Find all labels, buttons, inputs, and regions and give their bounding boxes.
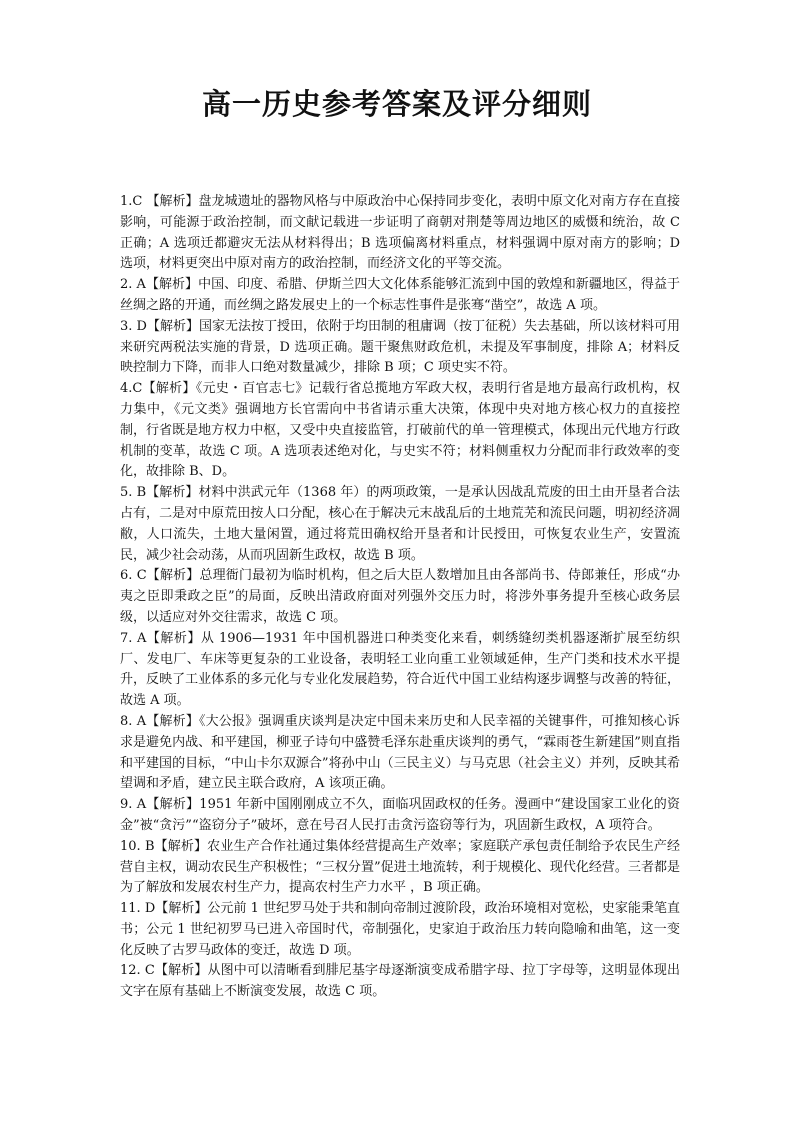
answer-item-12: 12. C【解析】从图中可以清晰看到腓尼基字母逐渐演变成希腊字母、拉丁字母等，这明显体现出文字在原有基础上不断演变发展，故选 C 项。 (120, 963, 680, 1000)
answer-item-9: 9. A【解析】1951 年新中国刚刚成立不久，面临巩固政权的任务。漫画中“建设国家工业化的资金”被“贪污”“盗窃分子”破坏，意在号召人民打击贪污盗窃等行为，巩固新生政权，A 项符合。 (120, 797, 680, 833)
answer-item-10: 10. B【解析】农业生产合作社通过集体经营提高生产效率；家庭联产承包责任制给予农民生产经营自主权，调动农民生产积极性；“三权分置”促进土地流转，利于规模化、现代化经营。三者都是为了解放和发展农村生产力，提高农村生产力水平 ，B 项正确。 (120, 838, 680, 896)
answer-item-8: 8. A【解析】《大公报》强调重庆谈判是决定中国未来历史和人民幸福的关键事件，可推知核心诉求是避免内战、和平建国，柳亚子诗句中盛赞毛泽东赴重庆谈判的勇气，“霖雨苍生新建国”则直指和平建国的目标，“中山卡尔双源合”将孙中山（三民主义）与马克思（社会主义）并列，反映其希望调和矛盾，建立民主联合政府，A 该项正确。 (120, 713, 680, 792)
answer-item-2: 2. A【解析】中国、印度、希腊、伊斯兰四大文化体系能够汇流到中国的敦煌和新疆地区，得益于丝绸之路的开通，而丝绸之路发展史上的一个标志性事件是张骞“凿空”，故选 A 项。 (120, 277, 680, 313)
answer-item-6: 6. C【解析】总理衙门最初为临时机构，但之后大臣人数增加且由各部尚书、侍郎兼任，形成“办夷之臣即秉政之臣”的局面，反映出清政府面对列强外交压力时，将涉外事务提升至核心政务层级，以适应对外交往需求，故选 C 项。 (120, 568, 680, 625)
answer-item-5: 5. B【解析】材料中洪武元年（1368 年）的两项政策，一是承认因战乱荒废的田土由开垦者合法占有，二是对中原荒田按人口分配，核心在于解决元末战乱后的土地荒芜和流民问题，明初经济凋敝，人口流失，土地大量闲置，通过将荒田确权给开垦者和计民授田，可恢复农业生产，安置流民，减少社会动荡，从而巩固新生政权，故选 B 项。 (120, 485, 680, 563)
page-title: 高一历史参考答案及评分细则 (201, 87, 592, 121)
answer-item-4: 4.C【解析】《元史・百官志七》记载行省总揽地方军政大权，表明行省是地方最高行政机构，权力集中，《元文类》强调地方长官需向中书省请示重大决策，体现中央对地方核心权力的直接控制，行省既是地方权力中枢，又受中央直接监管，打破前代的单一管理模式，体现出元代地方行政机制的变革，故选 C 项。A 选项表述绝对化，与史实不符；材料侧重权力分配而非行政效率的变化，故排除 B、D。 (120, 381, 680, 480)
answer-item-7: 7. A【解析】从 1906—1931 年中国机器进口种类变化来看，刺绣缝纫类机器逐渐扩展至纺织厂、发电厂、车床等更复杂的工业设备，表明轻工业向重工业领域延伸，生产门类和技术水平提升，反映了工业体系的多元化与专业化发展趋势，符合近代中国工业结构逐步调整与改善的特征，故选 A 项。 (120, 630, 680, 709)
answer-item-1: 1.C 【解析】盘龙城遗址的器物风格与中原政治中心保持同步变化，表明中原文化对南方存在直接影响，可能源于政治控制，而文献记载进一步证明了商朝对荆楚等周边地区的威慑和统治，故 C 正确；A 选项迁都避灾无法从材料得出；B 选项偏离材料重点，材料强调中原对南方的影响；D 选项，材料更突出中原对南方的政治控制，而经济文化的平等交流。 (120, 194, 680, 272)
answer-item-11: 11. D【解析】公元前 1 世纪罗马处于共和制向帝制过渡阶段，政治环境相对宽松，史家能秉笔直书；公元 1 世纪初罗马已进入帝国时代，帝制强化，史家迫于政治压力转向隐喻和曲笔，这一变化反映了古罗马政体的变迁，故选 D 项。 (120, 901, 680, 958)
answer-list (120, 192, 680, 1003)
answer-item-3: 3. D【解析】国家无法按丁授田，依附于均田制的租庸调（按丁征税）失去基础，所以该材料可用来研究两税法实施的背景，D 选项正确。题干聚焦财政危机，未提及军事制度，排除 A；材料反映控制力下降，而非人口绝对数量减少，排除 B 项；C 项史实不符。 (120, 318, 680, 376)
